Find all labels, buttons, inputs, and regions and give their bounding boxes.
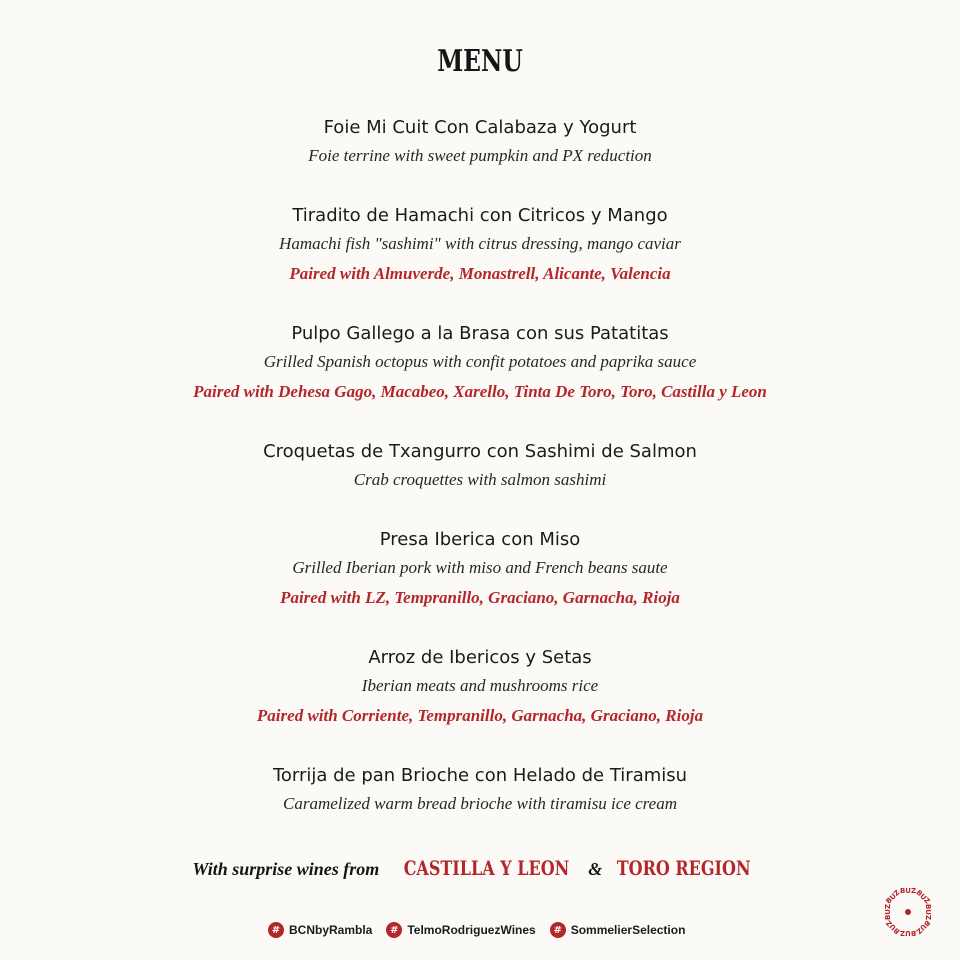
svg-text:BUZ: BUZ [899,887,917,895]
dish-description: Foie terrine with sweet pumpkin and PX reduction [308,146,652,165]
dish-description: Caramelized warm bread brioche with tiramisu ice cream [283,794,677,813]
hashtag-icon: # [268,922,284,938]
hashtag-row [268,922,685,938]
hashtag-sommelierselection[interactable] [550,922,686,938]
svg-text:BUZ: BUZ [924,903,932,921]
dish-name: Arroz de Ibericos y Setas [368,647,592,668]
svg-text:BUZ: BUZ [884,903,892,921]
region-toro: TORO REGION [617,856,751,880]
dish-name: Pulpo Gallego a la Brasa con sus Patatitas [291,323,669,344]
menu-item-foie [0,116,960,172]
hashtag-label: TelmoRodriguezWines [407,923,536,937]
hashtag-bcnbyrambla[interactable] [268,922,372,938]
svg-text:BUZ: BUZ [884,888,902,906]
hashtag-label: BCNbyRambla [289,923,373,937]
hashtag-icon: # [386,922,402,938]
surprise-wines-line [0,856,960,880]
wine-pairing: Paired with Corriente, Tempranillo, Garnacha, Graciano, Rioja [256,706,704,725]
menu-item-pulpo [0,322,960,408]
dish-description: Grilled Spanish octopus with confit potatoes and paprika sauce [263,352,697,371]
wine-pairing: Paired with Dehesa Gago, Macabeo, Xarello, Tinta De Toro, Toro, Castilla y Leon [193,382,767,401]
dish-name: Croquetas de Txangurro con Sashimi de Salmon [263,441,697,462]
dish-description: Grilled Iberian pork with miso and French beans saute [292,558,668,577]
hashtag-label: SommelierSelection [570,923,686,937]
rambla-logo-icon [880,884,936,940]
menu-title: MENU [437,44,523,79]
menu-item-croquetas [0,440,960,496]
menu-items [0,116,960,820]
dish-name: Torrija de pan Brioche con Helado de Tiramisu [272,765,688,786]
surprise-lead: With surprise wines from [192,859,380,879]
wine-pairing: Paired with Almuverde, Monastrell, Alicante, Valencia [289,264,671,283]
dish-description: Crab croquettes with salmon sashimi [353,470,607,489]
region-castilla: CASTILLA Y LEON [403,856,570,880]
svg-text:BUZ: BUZ [914,888,932,906]
svg-text:BUZ: BUZ [899,929,917,937]
hashtag-telmorodriguezwines[interactable] [386,922,535,938]
menu-item-presa [0,528,960,614]
svg-text:BUZ: BUZ [884,918,902,936]
dish-name: Presa Iberica con Miso [379,529,581,550]
wine-pairing: Paired with LZ, Tempranillo, Graciano, Garnacha, Rioja [280,588,680,607]
dish-name: Foie Mi Cuit Con Calabaza y Yogurt [323,117,637,138]
dish-description: Hamachi fish "sashimi" with citrus dressing, mango caviar [279,234,681,253]
dish-description: Iberian meats and mushrooms rice [361,676,599,695]
ampersand: & [588,859,603,879]
svg-text:BUZ: BUZ [914,918,932,936]
dish-name: Tiradito de Hamachi con Citricos y Mango [292,205,668,226]
menu-item-tiradito [0,204,960,290]
menu-item-arroz [0,646,960,732]
menu-item-torrija [0,764,960,820]
hashtag-icon: # [550,922,566,938]
